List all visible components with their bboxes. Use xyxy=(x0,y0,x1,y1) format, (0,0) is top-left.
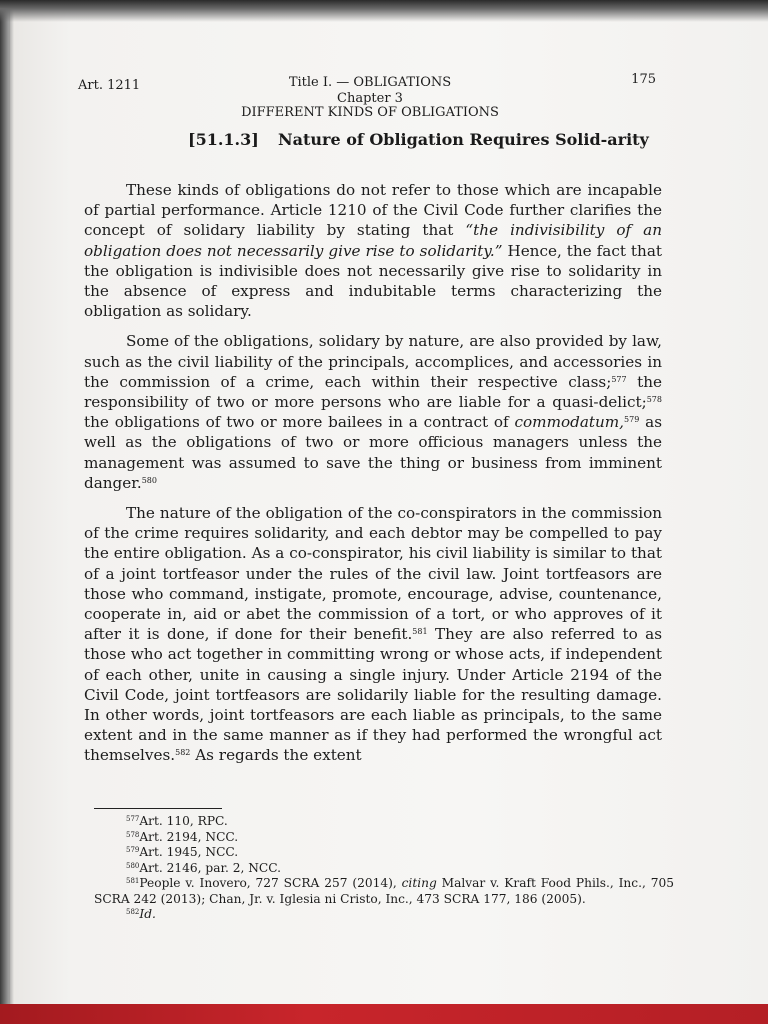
footnote-577 xyxy=(94,814,674,830)
footnote-text: Art. 2146, par. 2, NCC. xyxy=(139,860,281,875)
footnote-ref-582: 582 xyxy=(175,748,191,758)
footnote-text: Id. xyxy=(139,907,156,921)
footnote-number: 581 xyxy=(126,877,140,885)
paragraph-3 xyxy=(84,503,662,766)
p2-text-a: Some of the obligations, solidary by nature, are also provided by law, such as the civil liability of the principals, accomplices, and accessories in the commission of a crime, each within their respective class; xyxy=(84,332,662,391)
footnote-divider xyxy=(94,808,222,809)
p1-text-a: These kinds of obligations do not refer to those which are incapable of partial performance. Article 1210 of the Civil Code further clarifies the concept of solidary liability by stating that xyxy=(84,181,662,240)
binding-shadow xyxy=(0,0,14,1024)
footnote-580 xyxy=(94,861,674,877)
footnote-582 xyxy=(94,907,674,923)
paragraph-2 xyxy=(84,331,662,493)
p2-italic-term: commodatum, xyxy=(514,413,625,432)
p3-text-c: As regards the extent xyxy=(190,746,362,765)
chapter-title: DIFFERENT KINDS OF OBLIGATIONS xyxy=(241,105,499,120)
footnote-579 xyxy=(94,845,674,861)
footnote-italic: citing xyxy=(401,876,437,890)
footnote-text: Art. 1945, NCC. xyxy=(139,845,239,859)
footnote-number: 582 xyxy=(126,908,140,916)
footnote-ref-577: 577 xyxy=(611,374,627,384)
p3-text-a: The nature of the obligation of the co-conspirators in the commission of the crime requires solidarity, and each debtor may be compelled to pay the entire obligation. As a co-conspirator, his civil liability is similar to that of a joint tortfeasor under the rules of the civil law. Joint tortfeasors are those who command, instigate, promote, encourage, advise, countenance, cooperate in, aid or abet the commission of a tort, or who approves of it after it is done, if done for their benefit. xyxy=(84,504,662,644)
top-shadow xyxy=(0,0,768,22)
footnote-number: 580 xyxy=(126,861,140,870)
section-number: [51.1.3] xyxy=(188,130,259,149)
title-line: Title I. — OBLIGATIONS xyxy=(288,75,452,90)
p1-quote: “the indivisibility of an obligation does not necessarily give rise to solidarity.” xyxy=(84,221,662,260)
footnote-text: Art. 2194, NCC. xyxy=(139,829,239,844)
running-header xyxy=(70,72,670,122)
p2-text-b: the responsibility of two or more persons who are liable for a quasi-delict; xyxy=(84,372,662,412)
footnote-ref-580: 580 xyxy=(141,475,157,485)
footnote-578 xyxy=(94,830,674,846)
cover-edge xyxy=(0,1004,768,1024)
p1-text-b: Hence, the fact that the obligation is indivisible does not necessarily give rise to solidarity in the absence of express and indubitable terms characterizing the obligation as solidary. xyxy=(84,241,662,321)
chapter-line: Chapter 3 xyxy=(337,91,403,106)
footnote-ref-578: 578 xyxy=(646,395,662,405)
footnote-number: 579 xyxy=(126,846,140,854)
footnote-text-b: Malvar v. Kraft Food Phils., Inc., 705 SCRA 242 (2013); Chan, Jr. v. Iglesia ni Cristo, Inc., 473 SCRA 177, 186 (2005). xyxy=(94,876,674,906)
book-page xyxy=(10,0,768,1006)
section-title: Nature of Obligation Requires Solid-arity xyxy=(278,130,649,149)
article-reference: Art. 1211 xyxy=(78,78,141,93)
footnote-ref-579: 579 xyxy=(624,415,640,425)
p2-text-c: the obligations of two or more bailees in a contract of xyxy=(84,413,515,432)
p3-text-b: They are also referred to as those who act together in committing wrong or whose acts, if independent of each other, unite in causing a single injury. Under Article 2194 of the Civil Code, joint tortfeasors are solidarily liable for the resulting damage. In other words, joint tortfeasors are each liable as principals, to the same extent and in the same manner as if they had performed the wrongful act themselves. xyxy=(84,625,662,765)
footnote-581 xyxy=(94,876,674,907)
p2-text-d: as well as the obligations of two or more officious managers unless the management was assumed to save the thing or business from imminent danger. xyxy=(84,413,662,492)
footnote-number: 577 xyxy=(126,815,140,823)
footnote-number: 578 xyxy=(126,830,140,839)
footnote-text-a: People v. Inovero, 727 SCRA 257 (2014), xyxy=(139,876,402,890)
footnote-text: Art. 110, RPC. xyxy=(139,814,228,828)
footnote-ref-581: 581 xyxy=(412,627,428,637)
paragraph-1 xyxy=(84,180,662,321)
body-text xyxy=(84,180,662,776)
page-number: 175 xyxy=(631,72,656,87)
footnotes xyxy=(94,814,674,923)
